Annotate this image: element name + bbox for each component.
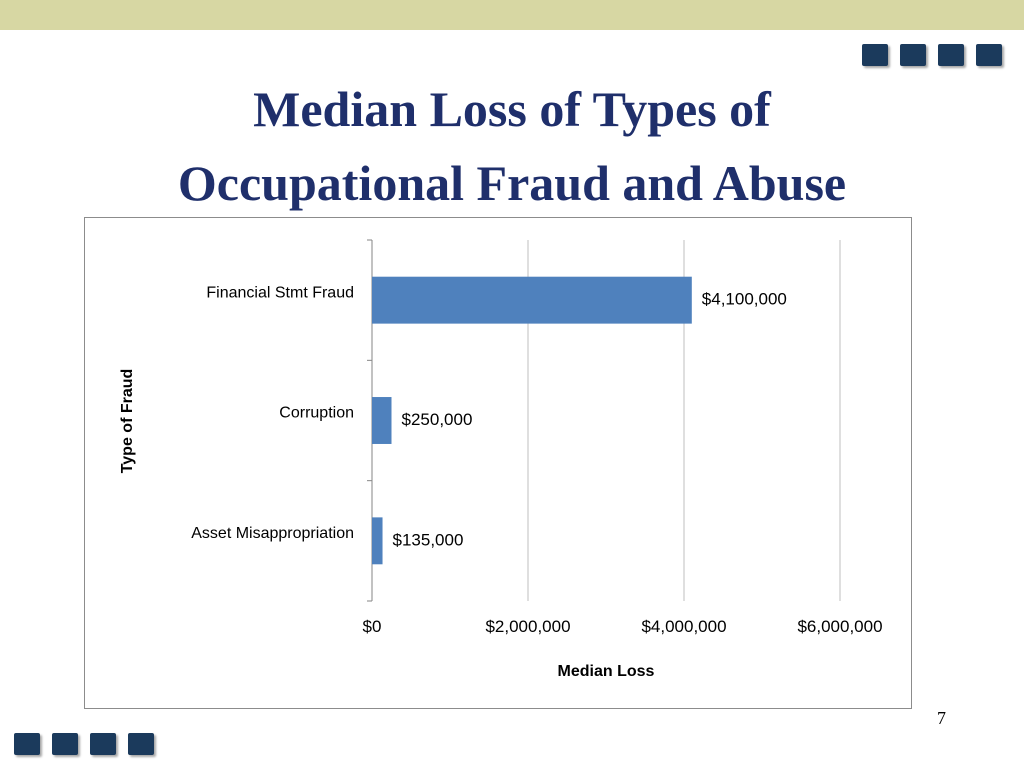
data-label: $250,000 <box>401 409 473 429</box>
bottom-left-square-ornament <box>14 733 154 755</box>
ornament-square <box>52 733 78 755</box>
x-tick-label: $2,000,000 <box>485 617 571 636</box>
x-tick-label: $6,000,000 <box>797 617 883 636</box>
slide-title-line-1: Median Loss of Types of <box>253 81 771 137</box>
slide-title-line-2: Occupational Fraud and Abuse <box>177 155 847 211</box>
x-tick-label: $4,000,000 <box>641 617 727 636</box>
data-label: $4,100,000 <box>701 289 787 309</box>
category-label: Asset Misappropriation <box>191 525 354 543</box>
bar <box>372 517 383 564</box>
x-tick-label: $0 <box>362 617 382 636</box>
chart-frame <box>84 217 912 709</box>
ornament-square <box>14 733 40 755</box>
ornament-square <box>862 44 888 66</box>
bar-chart <box>85 218 913 710</box>
ornament-square <box>900 44 926 66</box>
bar <box>372 397 392 444</box>
top-right-square-ornament <box>862 44 1002 66</box>
slide-title <box>0 72 1024 220</box>
data-label: $135,000 <box>392 530 464 550</box>
slide-number: 7 <box>937 708 946 728</box>
ornament-square <box>90 733 116 755</box>
category-label: Corruption <box>279 404 354 422</box>
category-label: Financial Stmt Fraud <box>206 284 354 302</box>
ornament-square <box>976 44 1002 66</box>
x-axis-title: Median Loss <box>557 663 655 680</box>
y-axis-title: Type of Fraud <box>119 368 136 474</box>
bar <box>372 277 692 324</box>
top-decorative-band <box>0 0 1024 30</box>
ornament-square <box>938 44 964 66</box>
ornament-square <box>128 733 154 755</box>
